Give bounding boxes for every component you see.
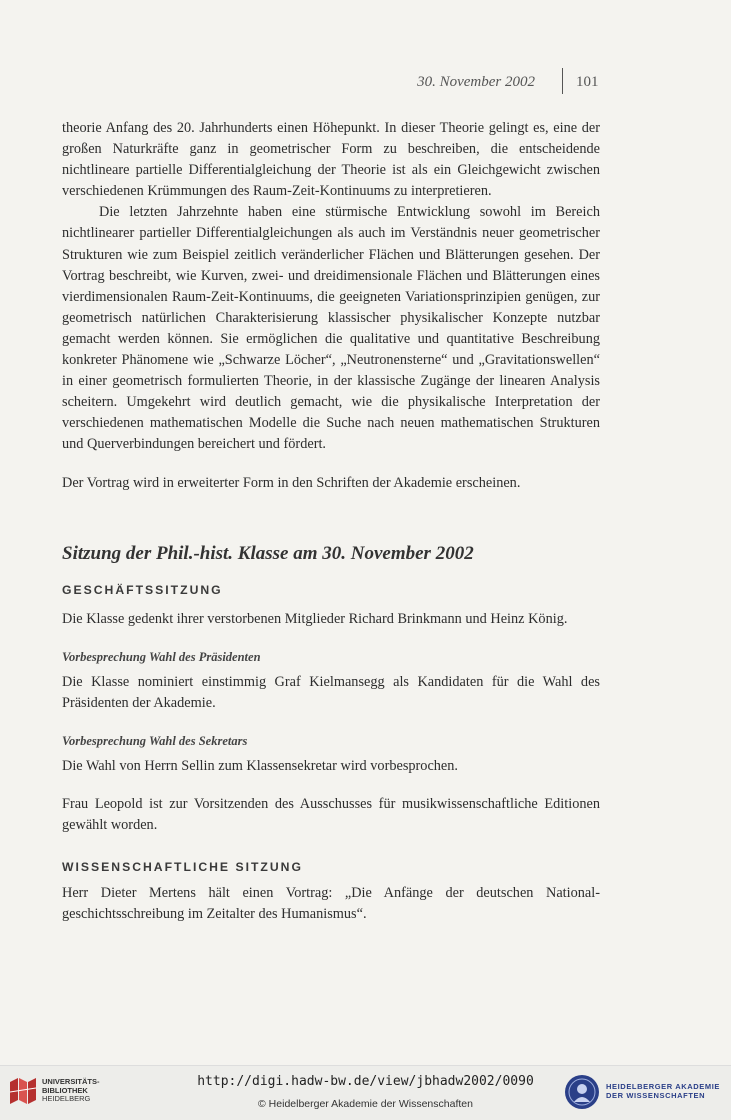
body-paragraph: Herr Dieter Mertens hält einen Vortrag: „Die Anfänge der deutschen Nationalgeschichtsschreibung im Zeitalter des Humanismus“. xyxy=(62,885,600,923)
subhead-president: Vorbesprechung Wahl des Präsidenten xyxy=(62,649,261,664)
section-title: Sitzung der Phil.-hist. Klasse am 30. November 2002 xyxy=(62,542,474,564)
body-paragraph: Der Vortrag wird in erweiterter Form in den Schriften der Akademie erscheinen. xyxy=(62,474,521,491)
heading-scientific-session: WISSENSCHAFTLICHE SITZUNG xyxy=(62,860,303,875)
source-url-link[interactable]: http://digi.hadw-bw.de/view/jbhadw2002/0090 xyxy=(197,1074,534,1089)
page-header xyxy=(0,72,731,96)
academy-name: HEIDELBERGER AKADEMIE DER WISSENSCHAFTEN xyxy=(606,1082,720,1100)
subhead-secretary: Vorbesprechung Wahl des Sekretars xyxy=(62,733,248,748)
university-library-name: UNIVERSITÄTS- BIBLIOTHEK HEIDELBERG xyxy=(42,1077,100,1103)
body-paragraph: Die Wahl von Herrn Sellin zum Klassensekretar wird vorbesprochen. xyxy=(62,757,459,774)
header-date: 30. November 2002 xyxy=(417,74,535,90)
header-divider xyxy=(562,68,563,94)
footer-bar xyxy=(0,1065,731,1120)
body-paragraph: theorie Anfang des 20. Jahrhunderts einen Höhepunkt. In dieser Theorie gelingt es, eine der großen Naturkräfte ganz in geometrischer Form zu beschreiben, die entscheidende nichtlineare partielle Differentialgleichung der Theorie ist als ein Gleichgewicht zwischen verschiedenen Krümmungen des Raum-Zeit-Kontinuums zu interpretieren. xyxy=(62,120,600,200)
body-paragraph: Frau Leopold ist zur Vorsitzenden des Ausschusses für musikwissenschaftliche Editionen gewählt worden. xyxy=(62,795,600,834)
body-paragraph: Die Klasse gedenkt ihrer verstorbenen Mitglieder Richard Brinkmann und Heinz König. xyxy=(62,610,568,627)
page-number: 101 xyxy=(576,74,599,90)
body-paragraph: Die letzten Jahrzehnte haben eine stürmische Entwicklung sowohl im Bereich nichtlinearer partieller Differentialgleichungen als auch im Verständnis neuer geometrischer Strukturen wie zum Beispiel zeitlich veränderlicher Flächen und Blätterungen gesehen. Der Vortrag beschreibt, wie Kurven, zwei- und dreidimensionale Flächen und Blätterungen eines vierdimensionalen Raum-Zeit-Kontinuums, die geeigneten Variationsprinzipien genügen, zur geometrisch natürlichen Charakterisierung klassischer physikalischer Konzepte nutzbar gemacht werden können. Sie ermöglichen die qualitative und quantitative Beschreibung konkreter Phänomene wie „Schwarze Löcher“, „Neutronensterne“ und „Gravitationswellen“ in einer geometrisch formulierten Theorie, in der klassische Zugänge der linearen Analysis scheitern. Umgekehrt wird deutlich gemacht, wie die physikalische Interpretation der verschiedenen mathematischen Modelle die Suche nach neuen mathematischen Strukturen und Querverbindungen bereichert und fördert. xyxy=(62,204,600,453)
page-body xyxy=(62,118,600,925)
academy-seal-icon xyxy=(564,1074,600,1110)
heading-business-session: GESCHÄFTSSITZUNG xyxy=(62,582,223,597)
body-paragraph: Die Klasse nominiert einstimmig Graf Kielmansegg als Kandidaten für die Wahl des Präsidenten der Akademie. xyxy=(62,673,600,711)
copyright-notice: © Heidelberger Akademie der Wissenschaften xyxy=(258,1098,473,1110)
